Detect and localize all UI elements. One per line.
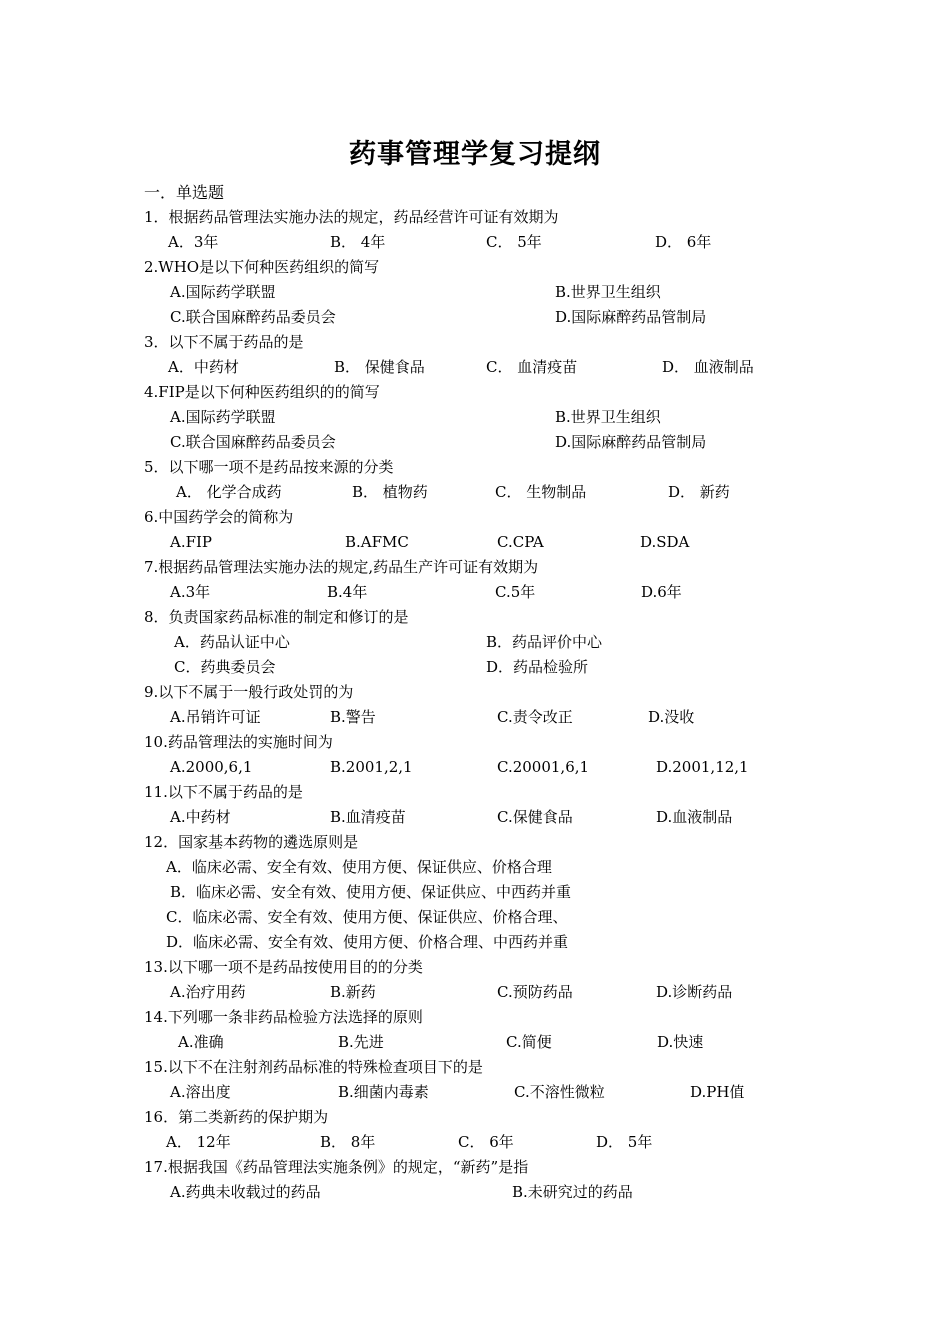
section-heading: 一．单选题 bbox=[144, 183, 225, 202]
question-text: 2.WHO是以下何种医药组织的简写 bbox=[144, 258, 380, 276]
question-text: 14.下列哪一条非药品检验方法选择的原则 bbox=[144, 1008, 423, 1026]
answer-option: A.吊销许可证 bbox=[170, 708, 261, 726]
answer-option: D.国际麻醉药品管制局 bbox=[555, 433, 707, 451]
answer-option: A.FIP bbox=[170, 533, 213, 551]
question-text: 16．第二类新药的保护期为 bbox=[144, 1108, 329, 1126]
answer-option: C.联合国麻醉药品委员会 bbox=[170, 433, 336, 451]
answer-option: C． 生物制品 bbox=[495, 483, 587, 501]
answer-option: B.4年 bbox=[327, 583, 368, 601]
answer-option: C.预防药品 bbox=[497, 983, 573, 1001]
answer-option: D.PH值 bbox=[690, 1083, 745, 1101]
answer-option: D.国际麻醉药品管制局 bbox=[555, 308, 707, 326]
answer-option: D.2001,12,1 bbox=[656, 758, 749, 776]
answer-option: C.20001,6,1 bbox=[497, 758, 590, 776]
question-text: 17.根据我国《药品管理法实施条例》的规定，“新药”是指 bbox=[144, 1158, 529, 1176]
answer-option: B.血清疫苗 bbox=[330, 808, 406, 826]
answer-option: C.责令改正 bbox=[497, 708, 573, 726]
question-text: 11.以下不属于药品的是 bbox=[144, 783, 303, 801]
answer-option: C． 6年 bbox=[458, 1133, 514, 1151]
answer-option: C.5年 bbox=[495, 583, 536, 601]
question-text: 13.以下哪一项不是药品按使用目的的分类 bbox=[144, 958, 423, 976]
answer-option: D． 新药 bbox=[668, 483, 730, 501]
answer-option: A.2000,6,1 bbox=[170, 758, 253, 776]
answer-option: B.先进 bbox=[338, 1033, 384, 1051]
answer-option: B.警告 bbox=[330, 708, 376, 726]
answer-option: C． 血清疫苗 bbox=[486, 358, 578, 376]
answer-option: B.世界卫生组织 bbox=[555, 283, 661, 301]
question-text: 8．负责国家药品标准的制定和修订的是 bbox=[144, 608, 409, 626]
answer-option: A.溶出度 bbox=[170, 1083, 231, 1101]
answer-option: B． 保健食品 bbox=[334, 358, 425, 376]
answer-option: B． 8年 bbox=[320, 1133, 376, 1151]
answer-option: C.保健食品 bbox=[497, 808, 573, 826]
question-text: 1．根据药品管理法实施办法的规定，药品经营许可证有效期为 bbox=[144, 208, 559, 226]
answer-option: C.联合国麻醉药品委员会 bbox=[170, 308, 336, 326]
answer-option: C．药典委员会 bbox=[174, 658, 276, 676]
answer-option: A.国际药学联盟 bbox=[170, 408, 276, 426]
question-text: 12．国家基本药物的遴选原则是 bbox=[144, 833, 359, 851]
answer-option: B． 4年 bbox=[330, 233, 386, 251]
question-text: 6.中国药学会的简称为 bbox=[144, 508, 294, 526]
answer-option: B.2001,2,1 bbox=[330, 758, 413, 776]
question-text: 3．以下不属于药品的是 bbox=[144, 333, 304, 351]
answer-option: A． 化学合成药 bbox=[176, 483, 282, 501]
answer-option: B.细菌内毒素 bbox=[338, 1083, 429, 1101]
answer-option: A．药品认证中心 bbox=[174, 633, 290, 651]
answer-option: A.药典未收载过的药品 bbox=[170, 1183, 321, 1201]
answer-option: B.AFMC bbox=[345, 533, 409, 551]
answer-option: C.简便 bbox=[506, 1033, 552, 1051]
question-text: 5．以下哪一项不是药品按来源的分类 bbox=[144, 458, 394, 476]
question-text: 10.药品管理法的实施时间为 bbox=[144, 733, 333, 751]
answer-option: C．临床必需、安全有效、使用方便、保证供应、价格合理、 bbox=[166, 908, 568, 926]
question-text: 7.根据药品管理法实施办法的规定,药品生产许可证有效期为 bbox=[144, 558, 539, 576]
answer-option: D． 6年 bbox=[655, 233, 712, 251]
answer-option: A.中药材 bbox=[170, 808, 231, 826]
answer-option: C.不溶性微粒 bbox=[514, 1083, 605, 1101]
answer-option: B.新药 bbox=[330, 983, 376, 1001]
question-text: 4.FIP是以下何种医药组织的的简写 bbox=[144, 383, 380, 401]
answer-option: A．中药材 bbox=[168, 358, 239, 376]
answer-option: A.治疗用药 bbox=[170, 983, 246, 1001]
answer-option: C． 5年 bbox=[486, 233, 542, 251]
answer-option: D.SDA bbox=[640, 533, 690, 551]
answer-option: D． 5年 bbox=[596, 1133, 653, 1151]
answer-option: C.CPA bbox=[497, 533, 544, 551]
answer-option: D.没收 bbox=[648, 708, 695, 726]
answer-option: A．3年 bbox=[168, 233, 219, 251]
document-title: 药事管理学复习提纲 bbox=[349, 139, 601, 170]
answer-option: A．临床必需、安全有效、使用方便、保证供应、价格合理 bbox=[166, 858, 552, 876]
question-text: 9.以下不属于一般行政处罚的为 bbox=[144, 683, 354, 701]
question-text: 15.以下不在注射剂药品标准的特殊检查项目下的是 bbox=[144, 1058, 483, 1076]
answer-option: D．临床必需、安全有效、使用方便、价格合理、中西药并重 bbox=[166, 933, 569, 951]
answer-option: B.未研究过的药品 bbox=[512, 1183, 633, 1201]
answer-option: D． 血液制品 bbox=[662, 358, 754, 376]
answer-option: D.快速 bbox=[657, 1033, 704, 1051]
answer-option: D．药品检验所 bbox=[486, 658, 589, 676]
answer-option: D.血液制品 bbox=[656, 808, 733, 826]
answer-option: B．药品评价中心 bbox=[486, 633, 603, 651]
answer-option: D.6年 bbox=[641, 583, 682, 601]
answer-option: B．临床必需、安全有效、使用方便、保证供应、中西药并重 bbox=[170, 883, 572, 901]
answer-option: D.诊断药品 bbox=[656, 983, 733, 1001]
answer-option: A.国际药学联盟 bbox=[170, 283, 276, 301]
answer-option: A.3年 bbox=[170, 583, 211, 601]
answer-option: A.准确 bbox=[178, 1033, 224, 1051]
answer-option: A． 12年 bbox=[166, 1133, 231, 1151]
answer-option: B.世界卫生组织 bbox=[555, 408, 661, 426]
answer-option: B． 植物药 bbox=[352, 483, 428, 501]
